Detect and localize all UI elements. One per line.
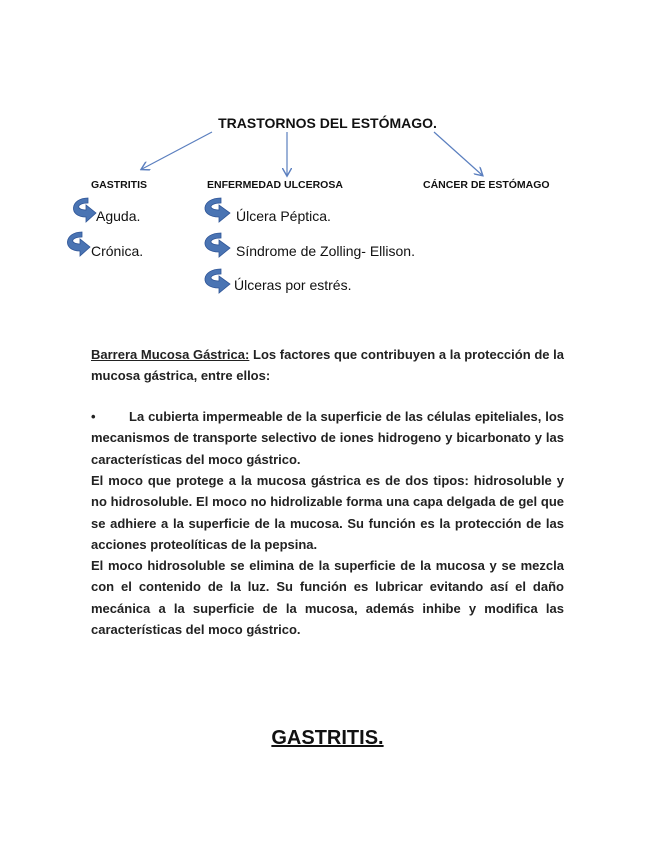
ulcer-item-peptica: Úlcera Péptica. xyxy=(236,208,331,224)
curved-arrow-icon xyxy=(66,195,98,225)
barrier-intro: Los factores que contribuyen a la protección de la mucosa gástrica, entre ellos: xyxy=(91,347,564,384)
curved-arrow-icon xyxy=(197,266,233,296)
barrier-intro-paragraph xyxy=(91,344,564,387)
section-title: GASTRITIS. xyxy=(271,727,384,749)
page-heading: TRASTORNOS DEL ESTÓMAGO. xyxy=(218,115,437,131)
curved-arrow-icon xyxy=(60,229,92,259)
category-gastritis: GASTRITIS xyxy=(91,179,148,191)
curved-arrow-icon xyxy=(197,195,233,225)
bullet-paragraph xyxy=(91,406,564,470)
bullet-icon: • xyxy=(91,409,96,424)
ulcer-item-estres: Úlceras por estrés. xyxy=(234,277,352,293)
curved-arrow-icon xyxy=(197,230,233,260)
barrier-label: Barrera Mucosa Gástrica: xyxy=(91,347,250,362)
gastritis-item-cronica: Crónica. xyxy=(91,243,144,259)
soluble-mucus-paragraph: El moco hidrosoluble se elimina de la superficie de la mucosa y se mezcla con el contenido de la luz. Su función es lubricar evitando así el daño mecánica a la superficie de la mucosa, además inhibe y modifica las características del moco gástrico. xyxy=(91,558,564,637)
mucus-types-paragraph: El moco que protege a la mucosa gástrica es de dos tipos: hidrosoluble y no hidrosoluble. El moco no hidrolizable forma una capa delgada de gel que se adhiere a la superficie de la mucosa. Su función es la protección de las acciones proteolíticas de la pepsina. xyxy=(91,473,564,552)
gastritis-item-aguda: Aguda. xyxy=(96,208,141,224)
category-cancer: CÁNCER DE ESTÓMAGO xyxy=(423,179,550,191)
bullet-text: La cubierta impermeable de la superficie de las células epiteliales, los mecanismos de transporte selectivo de iones hidrogeno y bicarbonato y las características del moco gástrico. xyxy=(91,409,564,467)
arrow-to-gastritis xyxy=(142,132,212,169)
category-ulcer: ENFERMEDAD ULCEROSA xyxy=(207,179,343,191)
arrow-to-cancer xyxy=(434,132,482,175)
ulcer-item-zolling: Síndrome de Zolling- Ellison. xyxy=(236,243,415,259)
